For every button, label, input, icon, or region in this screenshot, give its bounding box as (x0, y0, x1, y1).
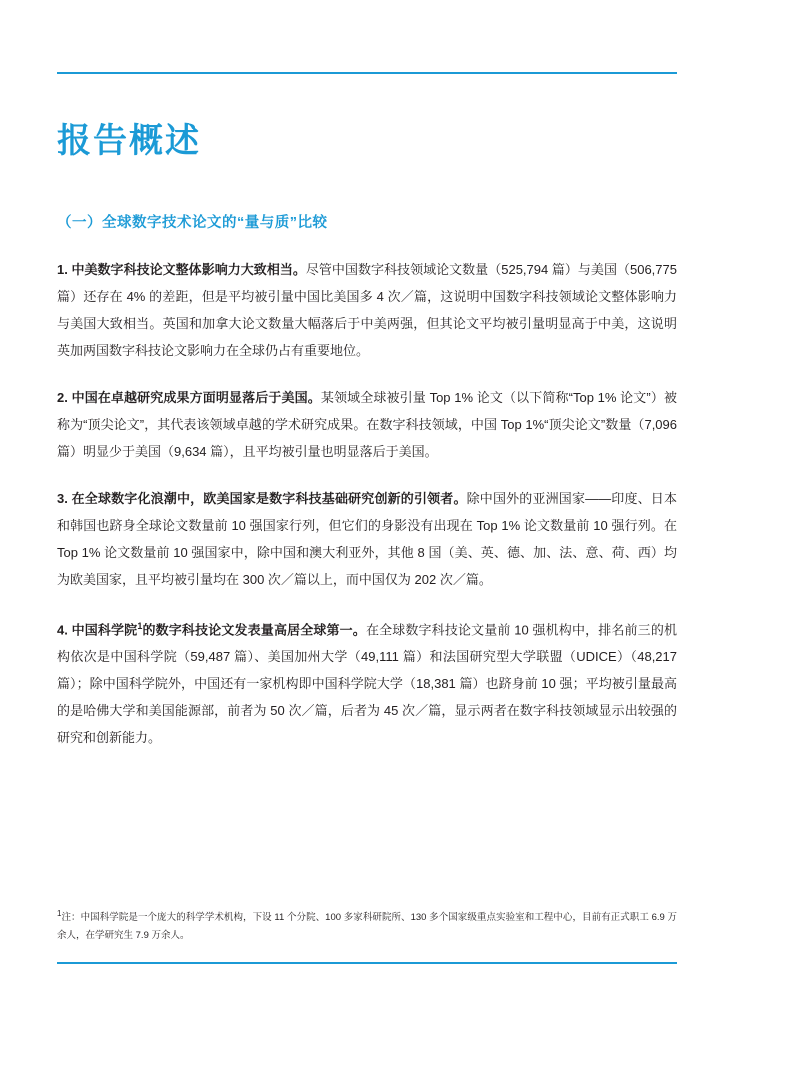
paragraph-4-lead-cont: 的数字科技论文发表量高居全球第一。 (142, 622, 366, 638)
paragraph-2 (57, 384, 677, 465)
paragraph-4 (57, 613, 677, 751)
footer-divider (57, 962, 677, 964)
paragraph-4-body: 在全球数字科技论文量前 10 强机构中，排名前三的机构依次是中国科学院（59,487 篇）、美国加州大学（49,111 篇）和法国研究型大学联盟（UDICE）（48,217 篇）；除中国科学院外，中国还有一家机构即中国科学院大学（18,381 篇）也跻身前 10 强；平均被引量最高的是哈佛大学和美国能源部，前者为 50 次／篇，后者为 45 次／篇，显示两者在数字科技领域显示出较强的研究和创新能力。 (57, 622, 677, 746)
section-heading: （一）全球数字技术论文的“量与质”比较 (57, 215, 328, 231)
footnote-text: 注：中国科学院是一个庞大的科学学术机构，下设 11 个分院、100 多家科研院所、130 多个国家级重点实验室和工程中心，目前有正式职工 6.9 万余人，在学研究生 7.9 万余人。 (57, 912, 677, 942)
paragraph-2-lead: 2. 中国在卓越研究成果方面明显落后于美国。 (57, 390, 321, 405)
footnote-reference-1: 1 (137, 621, 143, 631)
footnote (57, 905, 677, 945)
footnote-marker: 1 (57, 909, 62, 918)
paragraph-1-body: 尽管中国数字科技领域论文数量（525,794 篇）与美国（506,775 篇）还存在 4% 的差距，但是平均被引量中国比美国多 4 次／篇，这说明中国数字科技领域论文整体影响力与美国大致相当。英国和加拿大论文数量大幅落后于中美两强，但其论文平均被引量明显高于中美，这说明英加两国数字科技论文影响力在全球仍占有重要地位。 (57, 262, 677, 358)
paragraph-3-lead: 3. 在全球数字化浪潮中，欧美国家是数字科技基础研究创新的引领者。 (57, 491, 467, 506)
paragraph-3-body: 除中国外的亚洲国家——印度、日本和韩国也跻身全球论文数量前 10 强国家行列，但它们的身影没有出现在 Top 1% 论文数量前 10 强行列。在 Top 1% 论文数量前 10 强国家中，除中国和澳大利亚外，其他 8 国（美、英、德、加、法、意、荷、西）均为欧美国家，且平均被引量均在 300 次／篇以上，而中国仅为 202 次／篇。 (57, 491, 677, 587)
paragraph-4-lead: 4. 中国科学院 (57, 622, 138, 638)
document-body (57, 212, 677, 771)
paragraph-2-body: 某领域全球被引量 Top 1% 论文（以下简称“Top 1% 论文”）被称为“顶尖论文”，其代表该领域卓越的学术研究成果。在数字科技领域，中国 Top 1%“顶尖论文”数量（7,096 篇）明显少于美国（9,634 篇），且平均被引量也明显落后于美国。 (57, 390, 677, 459)
header-divider (57, 72, 677, 74)
page-title: 报告概述 (57, 121, 201, 160)
paragraph-3 (57, 485, 677, 593)
paragraph-1-lead: 1. 中美数字科技论文整体影响力大致相当。 (57, 262, 306, 277)
paragraph-1 (57, 256, 677, 364)
